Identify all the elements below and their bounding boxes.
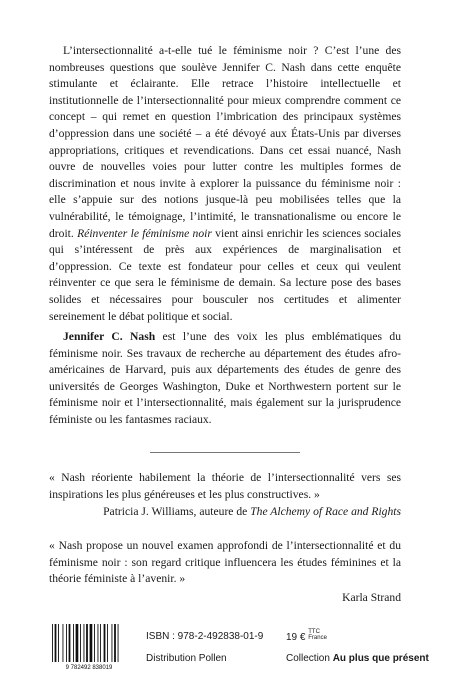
book-title: Réinventer le féminisme noir <box>77 226 212 240</box>
quote-2: « Nash propose un nouvel examen approfondi de l’intersectionnalité et du féminisme noir : son regard critique influencera les études féminines et la théorie féministe à l’avenir. » <box>49 539 401 586</box>
blurb-text-2: vient ainsi enrichir les sciences sociales qui s’intéressent de près aux expériences de marginalisation et d’oppression. Ce texte est fondateur pour celles et ceux qui veulent réinventer ce que sera le féminisme de demain. Sa lecture pose des bases solides et nécessaires pour bousculer nos certitudes et alimenter sereinement le débat politique et social. <box>49 226 401 323</box>
barcode-bar <box>107 624 108 662</box>
price <box>286 629 327 643</box>
barcode-bar <box>118 624 119 662</box>
quote-1-attribution <box>49 504 401 521</box>
barcode-bar <box>94 624 95 662</box>
barcode-bar <box>52 624 53 662</box>
barcode-bar <box>90 624 93 662</box>
author-bio <box>49 329 401 429</box>
barcode-number: 9 782492 838019 <box>65 665 113 670</box>
blurb-text-1: L’intersectionnalité a-t-elle tué le féminisme noir ? C’est l’une des nombreuses questions que soulève Jennifer C. Nash dans cette enquête stimulante et éclairante. Elle retrace l’histoire intellectuelle et institutionnelle de l’intersectionnalité pour mieux comprendre comment ce concept – qui remet en question l’imbrication des principaux systèmes d’oppression dans une société – a été dévoyé aux États-Unis par diverses appropriations, critiques et revendications. Dans cet essai nuancé, Nash ouvre de nouvelles voies pour lutter contre les multiples formes de discrimination et nous invite à explorer la puissance du féminisme noir : elle s’appuie sur des notions jusque-là peu mobilisées telles que la vulnérabilité, le témoignage, l’intimité, le transnationalisme ou encore le droit. <box>49 44 401 240</box>
collection-name: Au plus que présent <box>332 653 429 664</box>
collection <box>286 653 429 664</box>
collection-prefix: Collection <box>286 653 333 664</box>
author-bio-text: est l’une des voix les plus emblématiques du féminisme noir. Ses travaux de recherche au département des études afro-américaines de Harvard, puis aux départements des études de genre des universités de Georges Washington, Duke et Northwestern portent sur le féminisme noir et l’intersectionnalité, mais également sur la jurisprudence féministe ou les fantasmes raciaux. <box>49 330 401 426</box>
barcode <box>49 622 129 670</box>
distribution: Distribution Pollen <box>146 653 227 664</box>
quote-1-author: Patricia J. Williams, auteure de <box>103 505 251 518</box>
barcode-bar <box>58 624 59 662</box>
barcode-bar <box>114 624 116 662</box>
barcode-bar <box>69 624 71 662</box>
blurb-paragraph <box>49 43 401 325</box>
quote-1: « Nash réoriente habilement la théorie de l’intersectionnalité vers ses inspirations les plus généreuses et les plus constructives. » <box>49 471 401 501</box>
price-value: 19 € <box>286 632 306 643</box>
quote-2-attribution: Karla Strand <box>342 591 401 604</box>
barcode-bar <box>76 624 79 662</box>
barcode-bar <box>80 624 81 662</box>
barcode-bar <box>73 624 74 662</box>
barcode-bar <box>100 624 101 662</box>
barcode-bar <box>104 624 106 662</box>
barcode-bar <box>55 624 57 662</box>
divider <box>150 452 300 453</box>
barcode-bar <box>98 624 99 662</box>
author-name: Jennifer C. Nash <box>63 330 156 343</box>
barcode-bar <box>66 624 67 662</box>
barcode-bar <box>63 624 64 662</box>
quote-1-work: The Alchemy of Race and Rights <box>250 505 401 518</box>
price-suffix: TTC France <box>308 629 327 641</box>
isbn: ISBN : 978-2-492838-01-9 <box>146 631 264 642</box>
barcode-bar <box>84 624 85 662</box>
footer <box>49 622 429 670</box>
barcode-bar <box>112 624 113 662</box>
barcode-bar <box>86 624 88 662</box>
